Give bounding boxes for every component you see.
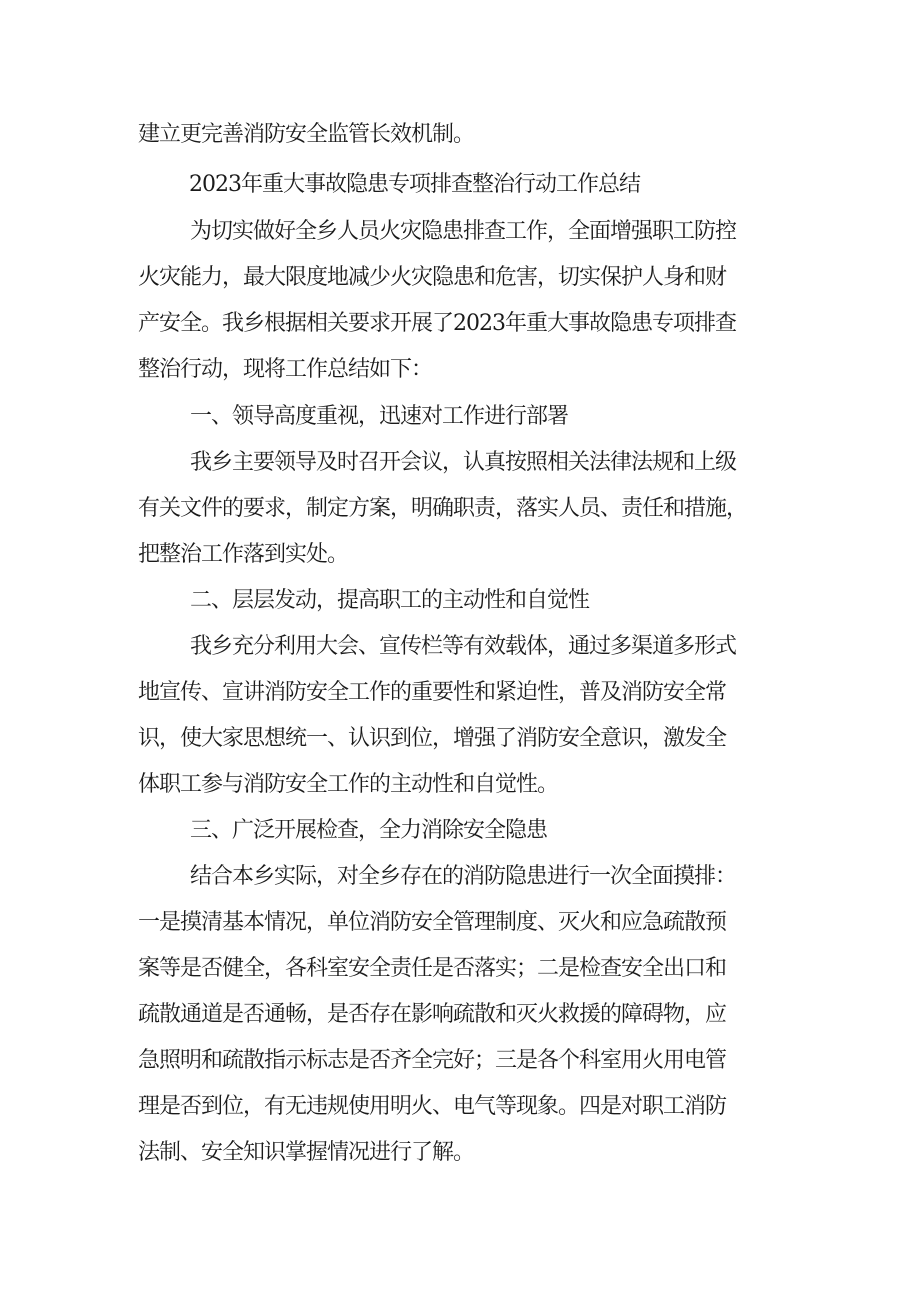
section-3-line: 案等是否健全，各科室安全责任是否落实；二是检查安全出口和 bbox=[138, 956, 727, 981]
section-1-line: 有关文件的要求，制定方案，明确职责，落实人员、责任和措施， bbox=[138, 496, 748, 521]
paragraph-intro-line: 整治行动，现将工作总结如下： bbox=[138, 357, 433, 382]
document-title: 2023年重大事故隐患专项排查整治行动工作总结 bbox=[189, 172, 640, 197]
section-heading-2: 二、层层发动，提高职工的主动性和自觉性 bbox=[190, 588, 590, 613]
section-3-line: 法制、安全知识掌握情况进行了解。 bbox=[138, 1140, 475, 1165]
body-line-continuation: 建立更完善消防安全监管长效机制。 bbox=[138, 122, 475, 147]
section-2-line: 识，使大家思想统一、认识到位，增强了消防安全意识，激发全 bbox=[138, 726, 727, 751]
section-heading-1: 一、领导高度重视，迅速对工作进行部署 bbox=[190, 404, 569, 429]
section-3-line: 理是否到位，有无违规使用明火、电气等现象。四是对职工消防 bbox=[138, 1094, 727, 1119]
paragraph-intro-line: 火灾能力，最大限度地减少火灾隐患和危害，切实保护人身和财 bbox=[138, 265, 727, 290]
paragraph-intro-line: 为切实做好全乡人员火灾隐患排查工作，全面增强职工防控 bbox=[190, 219, 737, 244]
section-2-line: 地宣传、宣讲消防安全工作的重要性和紧迫性，普及消防安全常 bbox=[138, 680, 727, 705]
section-3-line: 疏散通道是否通畅，是否存在影响疏散和灭火救援的障碍物，应 bbox=[138, 1002, 727, 1027]
section-1-line: 把整治工作落到实处。 bbox=[138, 542, 349, 567]
section-3-line: 急照明和疏散指示标志是否齐全完好；三是各个科室用火用电管 bbox=[138, 1048, 727, 1073]
section-3-line: 一是摸清基本情况，单位消防安全管理制度、灭火和应急疏散预 bbox=[138, 910, 727, 935]
section-2-line: 我乡充分利用大会、宣传栏等有效载体，通过多渠道多形式 bbox=[190, 634, 737, 659]
section-3-line: 结合本乡实际，对全乡存在的消防隐患进行一次全面摸排： bbox=[190, 864, 737, 889]
section-2-line: 体职工参与消防安全工作的主动性和自觉性。 bbox=[138, 772, 559, 797]
paragraph-intro-line: 产安全。我乡根据相关要求开展了2023年重大事故隐患专项排查 bbox=[138, 311, 736, 336]
section-heading-3: 三、广泛开展检查，全力消除安全隐患 bbox=[190, 818, 548, 843]
section-1-line: 我乡主要领导及时召开会议，认真按照相关法律法规和上级 bbox=[190, 450, 737, 475]
